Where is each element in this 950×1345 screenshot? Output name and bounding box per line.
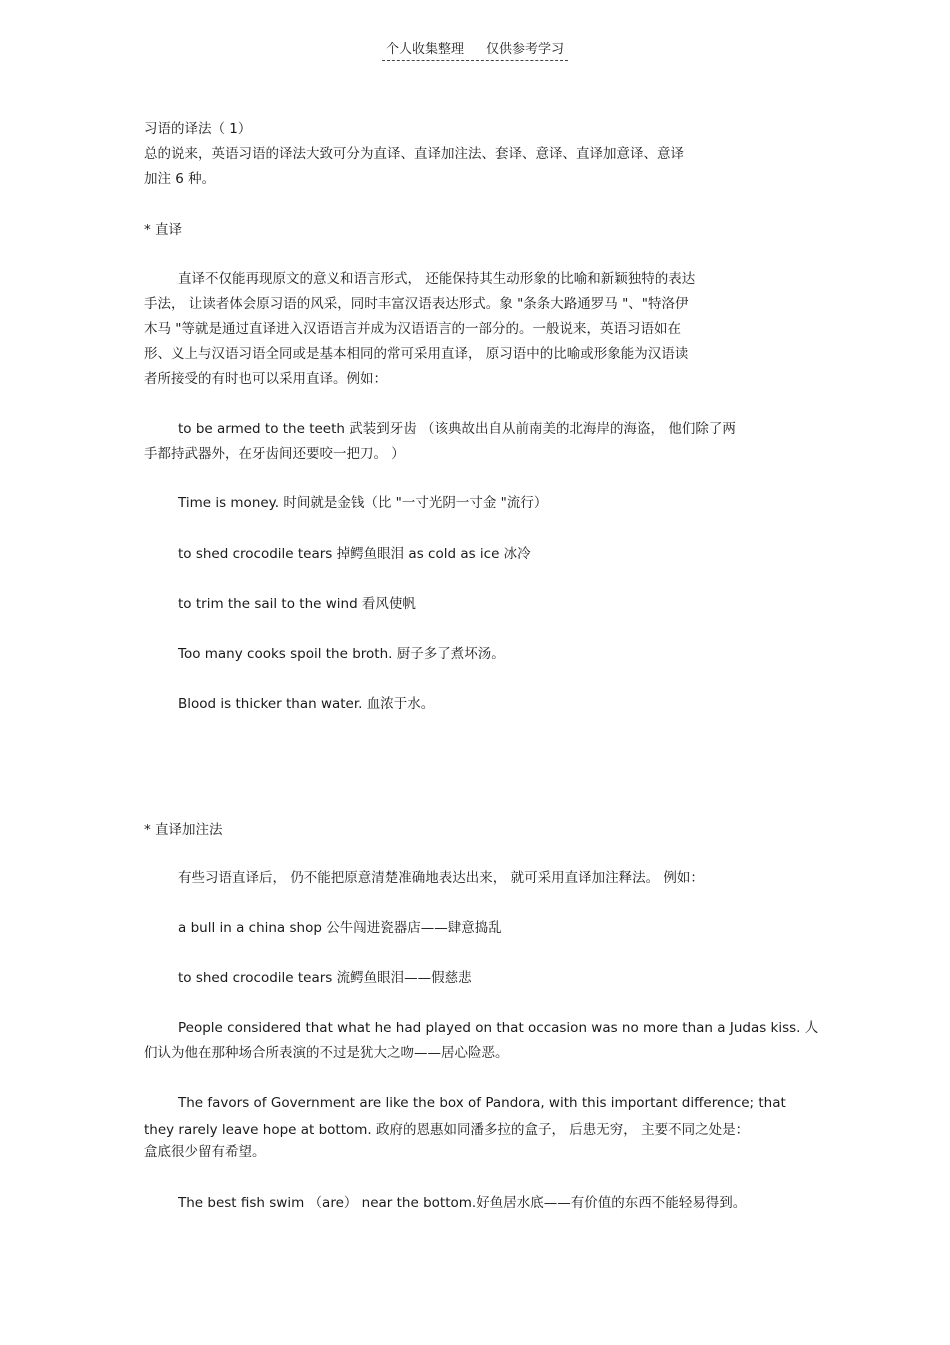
paragraph-line: 手法， 让读者体会原习语的风采，同时丰富汉语表达形式。象 "条条大路通罗马 "、"特洛伊 xyxy=(144,296,689,312)
section-heading-literal: * 直译 xyxy=(144,222,183,238)
example-line: 们认为他在那种场合所表演的不过是犹大之吻——居心险恶。 xyxy=(144,1045,509,1061)
example-line: to be armed to the teeth 武装到牙齿 （该典故出自从前南美的北海岸的海盗， 他们除了两 xyxy=(178,421,736,437)
paragraph-line: 有些习语直译后， 仍不能把原意清楚准确地表达出来， 就可采用直译加注释法。 例如： xyxy=(178,870,704,886)
paragraph-line: 者所接受的有时也可以采用直译。例如： xyxy=(144,371,387,387)
paragraph-line: 木马 "等就是通过直译进入汉语语言并成为汉语语言的一部分的。一般说来，英语习语如在 xyxy=(144,321,681,337)
example-line: a bull in a china shop 公牛闯进瓷器店——肆意捣乱 xyxy=(178,920,502,936)
example-line: to shed crocodile tears 流鳄鱼眼泪——假慈悲 xyxy=(178,970,472,986)
example-line: to shed crocodile tears 掉鳄鱼眼泪 as cold as ice 冰冷 xyxy=(178,546,531,562)
example-line: People considered that what he had played on that occasion was no more than a Judas kiss. 人 xyxy=(178,1020,819,1036)
example-line: they rarely leave hope at bottom. 政府的恩惠如同潘多拉的盒子， 后患无穷， 主要不同之处是： xyxy=(144,1122,750,1138)
intro-line-1: 总的说来，英语习语的译法大致可分为直译、直译加注法、套译、意译、直译加意译、意译 xyxy=(144,146,684,162)
header-right: 仅供参考学习 xyxy=(486,42,565,57)
header-left: 个人收集整理 xyxy=(385,42,464,57)
section-heading-annotated: * 直译加注法 xyxy=(144,822,223,838)
example-line: 盒底很少留有希望。 xyxy=(144,1144,266,1160)
intro-line-2: 加注 6 种。 xyxy=(144,171,216,187)
doc-title: 习语的译法（ 1） xyxy=(144,121,252,137)
paragraph-line: 形、义上与汉语习语全同或是基本相同的常可采用直译， 原习语中的比喻或形象能为汉语读 xyxy=(144,346,689,362)
example-line: Too many cooks spoil the broth. 厨子多了煮坏汤。 xyxy=(178,646,505,662)
paragraph-line: 直译不仅能再现原文的意义和语言形式， 还能保持其生动形象的比喻和新颖独特的表达 xyxy=(178,271,696,287)
example-line: The favors of Government are like the box of Pandora, with this important difference; that xyxy=(178,1095,786,1111)
example-line: 手都持武器外，在牙齿间还要咬一把刀。 ） xyxy=(144,446,405,462)
page-header xyxy=(0,38,950,61)
example-line: The best fish swim （are） near the bottom.好鱼居水底——有价值的东西不能轻易得到。 xyxy=(178,1195,747,1211)
header-text xyxy=(382,38,568,61)
example-line: Blood is thicker than water. 血浓于水。 xyxy=(178,696,435,712)
example-line: Time is money. 时间就是金钱（比 "一寸光阴一寸金 "流行） xyxy=(178,495,548,511)
example-line: to trim the sail to the wind 看风使帆 xyxy=(178,596,416,612)
